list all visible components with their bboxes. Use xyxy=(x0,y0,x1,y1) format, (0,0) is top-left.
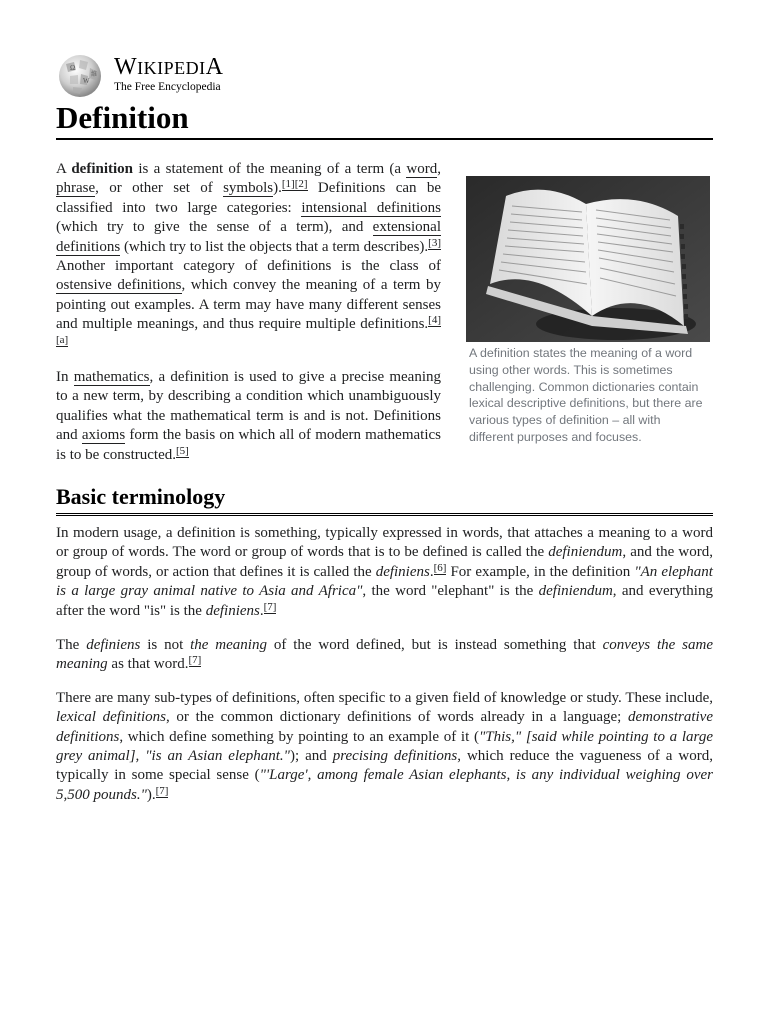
open-dictionary-image[interactable] xyxy=(466,176,710,342)
page-title: Definition xyxy=(56,100,713,140)
link-mathematics[interactable]: mathematics xyxy=(73,369,150,386)
figure-caption: A definition states the meaning of a word using other words. This is sometimes challenging. Common dictionaries contain lexical descriptive definitions, but there are various types of definition – all with different purposes and focuses. xyxy=(469,346,703,444)
citation-7[interactable]: [7] xyxy=(155,784,169,797)
citation-2[interactable]: [2] xyxy=(294,178,308,191)
citation-7[interactable]: [7] xyxy=(188,653,202,666)
svg-text:W: W xyxy=(83,77,90,85)
link-symbols[interactable]: symbols xyxy=(223,180,274,197)
basic-paragraph-1: In modern usage, a definition is something, typically expressed in words, that attaches a meaning to a word or group of words. The word or group of words that is to be defined is called the definiendum, and the word, group of words, or action that defines it is called the definiens.[6] For example, in the definition "An elephant is a large gray animal native to Asia and Africa", the word "elephant" is the definiendum, and everything after the word "is" is the definiens.[7] xyxy=(56,525,713,619)
citation-6[interactable]: [6] xyxy=(433,561,447,574)
link-extensional-definitions[interactable]: extensional definitions xyxy=(56,219,441,255)
lead-paragraph-2: In mathematics, a definition is used to give a precise meaning to a new term, by describing a condition which unambiguously qualifies what the mathematical term is and is not. Definitions and axioms form the basis on which all of modern mathematics is to be constructed.[5] xyxy=(56,369,441,463)
citation-5[interactable]: [5] xyxy=(175,444,189,457)
basic-terminology-section xyxy=(56,524,713,805)
lead-paragraph-1: A definition is a statement of the meaning of a term (a word, phrase, or other set of symbols).[1][2] Definitions can be classified into two large categories: intensional definitions (which try to give the sense of a term), and extensional definitions (which try to list the objects that a term describes).[3] Another important category of definitions is the class of ostensive definitions, which convey the meaning of a term by pointing out examples. A term may have many different senses and multiple meanings, and thus require multiple definitions.[4][a] xyxy=(56,161,442,346)
svg-text:Ω: Ω xyxy=(70,64,76,72)
lead-section xyxy=(56,160,713,483)
dictionary-figure xyxy=(466,176,710,446)
citation-7[interactable]: [7] xyxy=(263,600,277,613)
basic-paragraph-2: The definiens is not the meaning of the word defined, but is instead something that conveys the same meaning as that word.[7] xyxy=(56,636,713,672)
link-ostensive-definitions[interactable]: ostensive definitions xyxy=(56,277,182,294)
svg-text:維: 維 xyxy=(91,72,98,78)
note-a[interactable]: [a] xyxy=(56,333,69,346)
wordmark xyxy=(114,54,224,94)
lead-text xyxy=(56,160,441,465)
link-word[interactable]: word xyxy=(406,161,438,177)
citation-4[interactable]: [4] xyxy=(428,314,441,327)
link-axioms[interactable]: axioms xyxy=(81,427,126,444)
basic-paragraph-3: There are many sub-types of definitions, often specific to a given field of knowledge or study. These include, lexical definitions, or the common dictionary definitions of words already in a language; demonstrative definitions, which define something by pointing to an example of it ("This," [said while pointing to a large grey animal], "is an Asian elephant."); and precising definitions, which reduce the vagueness of a word, typically in some special sense ("'Large', among female Asian elephants, is any individual weighing over 5,500 pounds.").[7] xyxy=(56,689,713,803)
citation-1[interactable]: [1] xyxy=(281,178,295,191)
wikipedia-logo[interactable] xyxy=(56,52,713,100)
link-phrase[interactable]: phrase xyxy=(56,180,96,197)
wordmark-name: WIKIPEDIA xyxy=(114,54,224,80)
link-intensional-definitions[interactable]: intensional definitions xyxy=(301,199,442,216)
article-page xyxy=(56,52,713,805)
bold-term: definition xyxy=(71,161,134,177)
section-heading-basic-terminology: Basic terminology xyxy=(56,483,713,516)
citation-3[interactable]: [3] xyxy=(428,236,441,249)
wikipedia-globe-icon xyxy=(56,54,104,98)
wordmark-tagline: The Free Encyclopedia xyxy=(114,81,221,93)
